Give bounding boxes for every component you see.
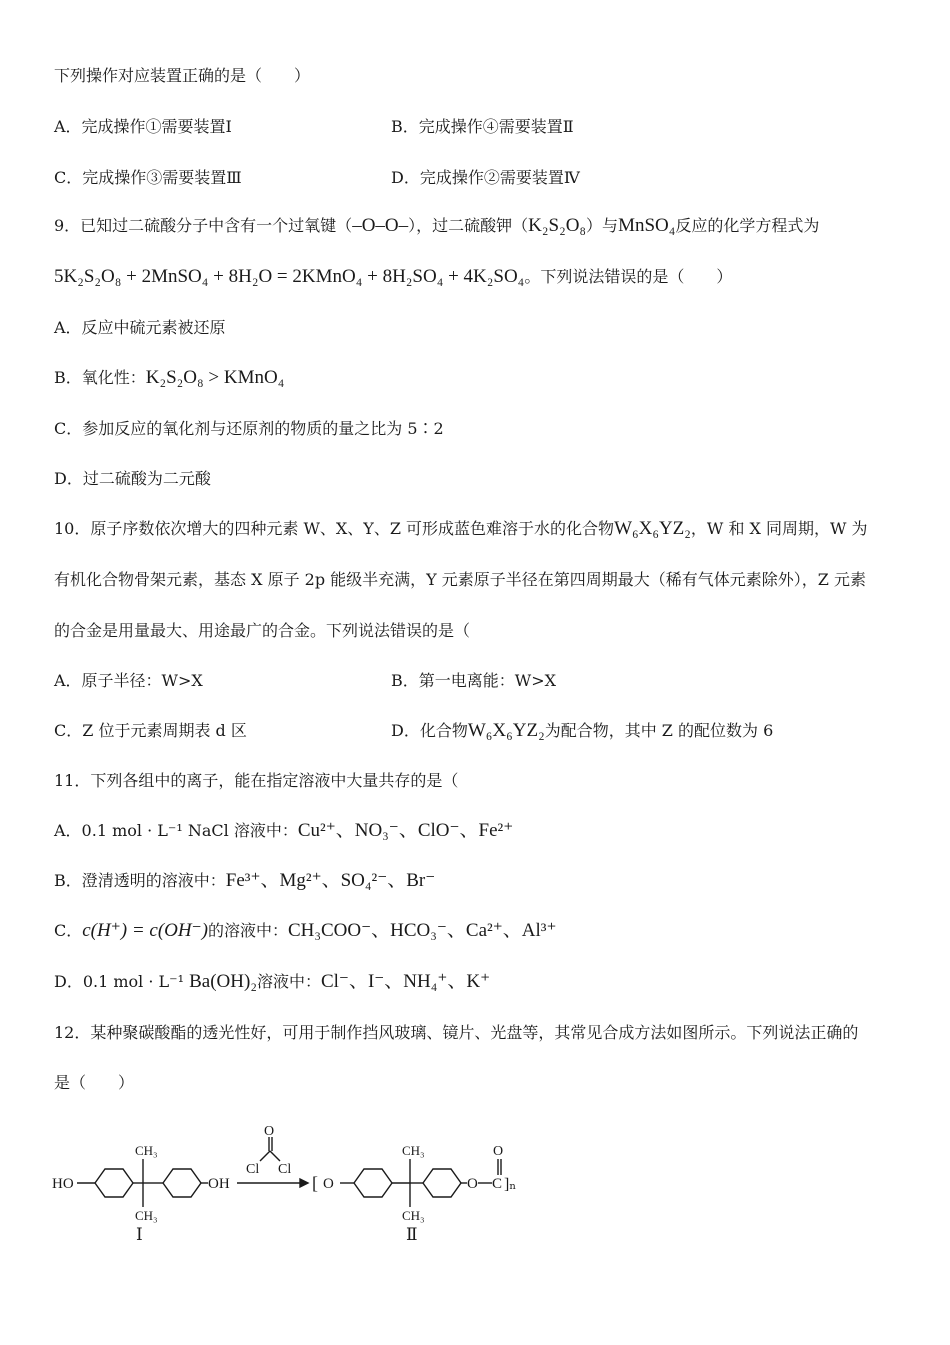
q10-line1-part2: ，W 和 X 同周期，W 为 [690,519,868,538]
q10-option-d-compound: W₆X₆YZ₂ [467,720,545,741]
q11-option-c-mid: 的溶液中： [207,921,288,940]
q10-option-c: C．Z 位于元素周期表 d 区 [54,721,247,740]
q8-stem: 下列操作对应装置正确的是（ ） [54,66,311,85]
q10-option-a: A．原子半径：W>X [54,671,203,690]
q11-option-a-label: A．0.1 mol · L⁻¹ NaCl 溶液中： [54,821,298,840]
phosgene-cl-1: Cl [246,1162,260,1177]
q10-option-d-part1: D．化合物 [391,721,468,740]
q9-equation-line [54,265,732,289]
q9-stem-part3: ）与 [586,216,619,235]
q9-option-b-label: B．氧化性： [54,368,146,387]
q8-option-a: A．完成操作①需要装置Ⅰ [54,117,232,136]
scheme-oh: OH [208,1176,230,1192]
reaction-arrow-head [300,1179,308,1187]
q9-peroxide-bond: –O–O– [352,215,409,236]
q9-equation: 5K₂S₂O₈ + 2MnSO₄ + 8H₂O = 2KMnO₄ + 8H₂SO₄ + 4K₂SO₄ [54,266,525,287]
q9-stem-part4: 反应的化学方程式为 [675,216,820,235]
label-compound-2: Ⅱ [406,1225,418,1244]
q11-option-c-condition: c(H⁺) = c(OH⁻) [82,920,208,941]
phosgene-ccl-bond-2 [270,1151,280,1161]
q9-k2s2o8: K₂S₂O₈ [528,215,587,236]
q8-option-b: B．完成操作④需要装置Ⅱ [391,117,574,136]
label-compound-1: Ⅰ [136,1225,143,1244]
q11-option-b [54,869,435,893]
scheme-ch3-top: CH₃ [135,1143,158,1158]
q11-option-c-ions: CH₃COO⁻、HCO₃⁻、Ca²⁺、Al³⁺ [287,920,557,941]
q10-line1-part1: 10．原子序数依次增大的四种元素 W、X、Y、Z 可形成蓝色难溶于水的化合物 [54,519,615,538]
q10-option-d-part2: 为配合物，其中 Z 的配位数为 6 [544,721,774,740]
q10-line3: 的合金是用量最大、用途最广的合金。下列说法错误的是（ [54,621,471,640]
poly-bracket-open: [ [312,1173,318,1193]
q11-option-d-mid: 溶液中： [256,972,321,991]
q9-option-b [54,366,284,390]
q10-line2: 有机化合物骨架元素，基态 X 原子 2p 能级半充满，Y 元素原子半径在第四周期最大（稀有气体元素除外），Z 元素 [54,570,867,589]
q9-stem-part2: ），过二硫酸钾（ [408,216,529,235]
benzene-ring-2 [163,1169,201,1197]
q11-stem: 11．下列各组中的离子，能在指定溶液中大量共存的是（ [54,771,459,790]
poly-bracket-close: ]ₙ [504,1176,517,1193]
phosgene-cl-2: Cl [278,1162,292,1177]
poly-o-right: O [467,1176,478,1192]
q11-option-d-ions: Cl⁻、I⁻、NH₄⁺、K⁺ [320,971,491,992]
q10-line1 [54,517,868,541]
poly-carbonyl-c: C [492,1176,503,1192]
poly-o-left: O [323,1176,334,1192]
scheme-ch3-bottom: CH₃ [135,1208,158,1223]
q10-option-b: B．第一电离能：W>X [391,671,557,690]
reaction-scheme [40,1115,540,1250]
q11-option-d-base: Ba(OH)₂ [189,971,257,992]
q9-option-c: C．参加反应的氧化剂与还原剂的物质的量之比为 5∶2 [54,419,444,438]
q11-option-a-ions: Cu²⁺、NO₃⁻、ClO⁻、Fe²⁺ [297,820,514,841]
q9-mnso4: MnSO₄ [618,215,676,236]
q11-option-c [54,919,556,943]
q11-option-b-label: B．澄清透明的溶液中： [54,871,226,890]
q12-line2: 是（ ） [54,1073,135,1092]
q9-option-d: D．过二硫酸为二元酸 [54,469,211,488]
poly-ch3-top: CH₃ [402,1143,425,1158]
poly-ch3-bottom: CH₃ [402,1208,425,1223]
q8-option-d: D．完成操作②需要装置Ⅳ [391,168,580,187]
q9-option-a: A．反应中硫元素被还原 [54,318,226,337]
q11-option-d-label: D．0.1 mol · L⁻¹ [54,972,190,991]
q12-line1: 12．某种聚碳酸酯的透光性好，可用于制作挡风玻璃、镜片、光盘等，其常见合成方法如图所示。下列说法正确的 [54,1023,859,1042]
poly-carbonyl-o: O [493,1144,504,1159]
phosgene-o: O [264,1124,275,1139]
phosgene-ccl-bond-1 [260,1151,270,1161]
poly-benzene-ring-1 [354,1169,392,1197]
q9-stem [54,214,819,238]
poly-benzene-ring-2 [423,1169,461,1197]
q9-option-b-formula: K₂S₂O₈ > KMnO₄ [145,367,285,388]
q10-option-d [391,719,773,743]
q11-option-c-label: C． [54,921,83,940]
q8-option-c: C．完成操作③需要装置Ⅲ [54,168,242,187]
scheme-ho: HO [52,1176,74,1192]
benzene-ring-1 [95,1169,133,1197]
q11-option-d [54,970,490,994]
q9-stem-part5: 。下列说法错误的是（ ） [524,267,733,286]
q10-compound: W₆X₆YZ₂ [614,518,691,539]
q11-option-a [54,819,513,843]
q9-stem-part1: 9．已知过二硫酸分子中含有一个过氧键（ [54,216,353,235]
q11-option-b-ions: Fe³⁺、Mg²⁺、SO₄²⁻、Br⁻ [225,870,436,891]
